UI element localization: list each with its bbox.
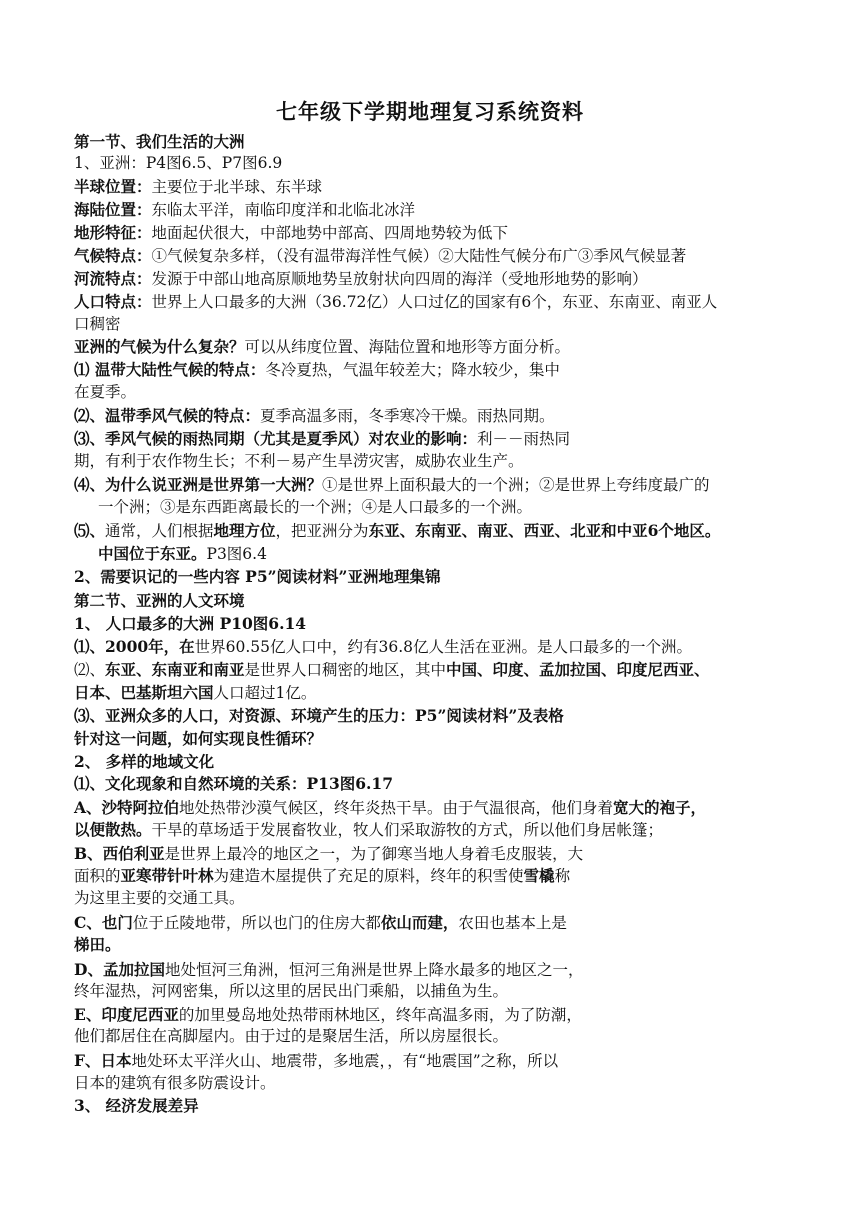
bold-text: 亚寒带针叶林	[120, 866, 214, 885]
text-line	[74, 130, 245, 154]
text-line	[74, 267, 648, 291]
body-text: 地处环太平洋火山、地震带，多地震，，有“地震国”之称，所以	[131, 1052, 559, 1070]
body-text: 期，有利于农作物生长；不利－易产生旱涝灾害，威胁农业生产。	[74, 452, 524, 470]
text-line	[74, 1025, 508, 1048]
bold-text: 3、 经济发展差异	[74, 1096, 199, 1115]
bold-text: 针对这一问题，如何实现良性循环？	[74, 729, 323, 748]
text-line	[74, 244, 686, 268]
body-text: 是世界人口稠密的地区，其中	[244, 661, 447, 679]
bold-text: 东亚、东南亚和南亚	[105, 660, 245, 679]
bold-text: F、日本	[74, 1051, 132, 1070]
text-line	[74, 635, 692, 659]
body-text: 世界上人口最多的大洲（36.72亿）人口过亿的国家有6个，东亚、东南亚、南亚人	[151, 293, 718, 311]
text-line	[74, 427, 570, 451]
bold-text: 亚洲的气候为什么复杂？	[74, 337, 245, 356]
bold-text: 地形特征：	[74, 223, 152, 242]
text-line	[74, 704, 564, 728]
bold-text: 中国、印度、孟加拉国、印度尼西亚、	[446, 660, 710, 679]
bold-text: 以便散热。	[74, 820, 152, 839]
body-text: 在夏季。	[74, 383, 137, 401]
body-text: 是世界上最冷的地区之一，为了御寒当地人身着毛皮服装，大	[164, 845, 584, 863]
bold-text: E、印度尼西亚	[74, 1005, 179, 1024]
bold-text: ⑴ 温带大陆性气候的特点：	[74, 360, 266, 379]
body-text: 发源于中部山地高原顺地势呈放射状向四周的海洋（受地形地势的影响）	[151, 270, 648, 288]
bold-text: 第二节、亚洲的人文环境	[74, 591, 245, 610]
bold-text: A、沙特阿拉伯	[74, 798, 180, 817]
body-text: 利－－雨热同	[477, 430, 571, 448]
bold-text: B、西伯利亚	[74, 844, 165, 863]
body-text: 冬冷夏热，气温年较差大；降水较少，集中	[265, 361, 560, 379]
text-line	[74, 565, 440, 589]
text-line	[74, 198, 415, 222]
text-line	[74, 958, 583, 982]
body-text: 农田也基本上是	[458, 914, 567, 932]
bold-text: D、孟加拉国	[74, 960, 165, 979]
text-line	[74, 473, 710, 497]
text-line	[74, 335, 570, 359]
body-text: 世界60.55亿人口中，约有36.8亿人生活在亚洲。是人口最多的一个洲。	[194, 638, 693, 656]
bold-text: ⑶、亚洲众多的人口，对资源、环境产生的压力：P5”阅读材料”及表格	[74, 706, 564, 725]
bold-text: ⑸、	[74, 521, 106, 540]
text-line	[74, 519, 720, 543]
body-text: 夏季高温多雨，冬季寒冷干燥。雨热同期。	[260, 407, 555, 425]
text-line	[74, 175, 322, 199]
text-line	[74, 842, 583, 866]
body-text: ①是世界上面积最大的一个洲；②是世界上夸纬度最广的	[322, 476, 710, 494]
text-line	[74, 750, 214, 774]
text-line	[74, 818, 663, 842]
text-line	[74, 589, 245, 613]
text-line	[74, 980, 508, 1003]
body-text: 干旱的草场适于发展畜牧业，牧人们采取游牧的方式，所以他们身居帐篷；	[151, 821, 664, 839]
text-line	[74, 404, 555, 428]
document-title: 七年级下学期地理复习系统资料	[276, 99, 584, 124]
body-text: 为建造木屋提供了充足的原料，终年的积雪使	[213, 867, 524, 885]
body-text: 地面起伏很大，中部地势中部高、四周地势较为低下	[151, 224, 509, 242]
text-line	[74, 864, 570, 888]
bold-text: 河流特点：	[74, 269, 152, 288]
bold-text: C、也门	[74, 913, 133, 932]
bold-text: ⑷、为什么说亚洲是世界第一大洲？	[74, 475, 323, 494]
body-text: 通常，人们根据	[105, 522, 214, 540]
text-line	[74, 933, 121, 957]
body-text: 终年湿热，河网密集，所以这里的居民出门乘船，以捕鱼为生。	[74, 982, 509, 1000]
body-text: 可以从纬度位置、海陆位置和地形等方面分析。	[244, 338, 571, 356]
bold-text: 气候特点：	[74, 246, 152, 265]
body-text: ，把亚洲分为	[275, 522, 369, 540]
text-line	[74, 1072, 276, 1095]
text-line	[74, 772, 393, 796]
bold-text: 依山而建，	[380, 913, 459, 932]
bold-text: 2、 多样的地域文化	[74, 752, 215, 771]
bold-text: ⑴、2000年，在	[74, 637, 195, 656]
text-line	[74, 313, 121, 336]
body-text: 称	[554, 867, 571, 885]
text-line	[74, 381, 136, 404]
body-text: 为这里主要的交通工具。	[74, 889, 245, 907]
body-text: 位于丘陵地带，所以也门的住房大都	[132, 914, 381, 932]
text-line	[74, 1094, 199, 1118]
text-line	[74, 290, 717, 314]
body-text: 的加里曼岛地处热带雨林地区，终年高温多雨，为了防潮，	[178, 1006, 582, 1024]
text-line	[74, 612, 306, 636]
body-text: 一个洲；③是东西距离最长的一个洲；④是人口最多的一个洲。	[98, 498, 533, 516]
text-line	[74, 358, 560, 382]
text-line	[74, 1003, 582, 1027]
text-line	[74, 681, 316, 705]
bold-text: 雪橇	[523, 866, 555, 885]
body-text: 1、亚洲：P4图6.5、P7图6.9	[74, 154, 283, 172]
body-text: ⑵、	[74, 661, 106, 679]
bold-text: 第一节、我们生活的大洲	[74, 132, 245, 151]
text-line	[98, 496, 532, 519]
bold-text: 日本、巴基斯坦六国	[74, 683, 214, 702]
text-line	[74, 796, 706, 820]
bold-text: 半球位置：	[74, 177, 152, 196]
text-line	[74, 450, 524, 473]
body-text: 主要位于北半球、东半球	[151, 178, 323, 196]
text-line	[74, 887, 245, 910]
body-text: 地处热带沙漠气候区，终年炎热干旱。由于气温很高，他们身着	[179, 799, 614, 817]
body-text: 人口超过1亿。	[213, 684, 317, 702]
bold-text: 1、 人口最多的大洲 P10图6.14	[74, 614, 307, 633]
bold-text: ⑶、季风气候的雨热同期（尤其是夏季风）对农业的影响：	[74, 429, 478, 448]
text-line	[98, 542, 267, 566]
bold-text: 梯田。	[74, 935, 121, 954]
bold-text: 中国位于东亚。	[98, 544, 207, 563]
text-line	[74, 221, 508, 245]
body-text: 日本的建筑有很多防震设计。	[74, 1074, 276, 1092]
text-line	[74, 658, 710, 682]
body-text: 他们都居住在高脚屋内。由于过的是聚居生活，所以房屋很长。	[74, 1027, 509, 1045]
body-text: P3图6.4	[206, 545, 267, 563]
text-line	[74, 1049, 558, 1073]
bold-text: ⑴、文化现象和自然环境的关系：P13图6.17	[74, 774, 393, 793]
text-line	[74, 727, 322, 751]
bold-text: 东亚、东南亚、南亚、西亚、北亚和中亚6个地区。	[368, 521, 721, 540]
bold-text: 海陆位置：	[74, 200, 152, 219]
bold-text: 2、需要识记的一些内容 P5”阅读材料”亚洲地理集锦	[74, 567, 441, 586]
bold-text: 地理方位	[213, 521, 276, 540]
text-line	[74, 152, 282, 175]
text-line	[74, 911, 567, 935]
bold-text: 人口特点：	[74, 292, 152, 311]
bold-text: 宽大的袍子，	[613, 798, 707, 817]
body-text: 东临太平洋，南临印度洋和北临北冰洋	[151, 201, 416, 219]
body-text: 面积的	[74, 867, 121, 885]
body-text: ①气候复杂多样，（没有温带海洋性气候）②大陆性气候分布广③季风气候显著	[151, 247, 687, 265]
body-text: 地处恒河三角洲，恒河三角洲是世界上降水最多的地区之一，	[164, 961, 584, 979]
bold-text: ⑵、温带季风气候的特点：	[74, 406, 261, 425]
body-text: 口稠密	[74, 315, 121, 333]
